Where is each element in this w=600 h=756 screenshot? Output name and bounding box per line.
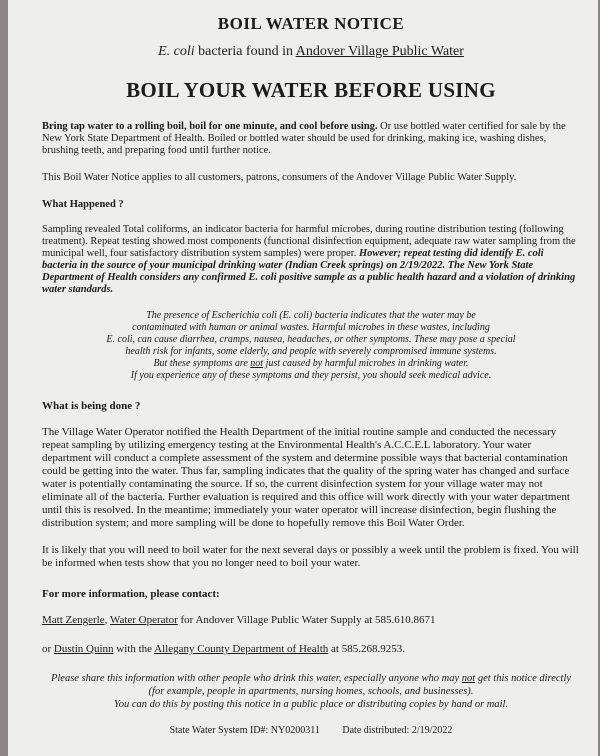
ecoli-info-not: not (250, 358, 264, 369)
intro-rest: Or use bottled water certified for sale by the New York State Department of Health. Boiled or bottled water should be used for drinking, making ice, washing dishes, brushing teeth, and preparing food until further notice. (42, 121, 566, 156)
share-text: Please share this information with other people who drink this water, especially anyone who may (50, 673, 460, 684)
likely-paragraph: It is likely that you will need to boil water for the next several days or possibly a week until the problem is fixed. You will be informed when tests show that you no longer need to boil your water. (42, 544, 579, 569)
notice-subtitle (42, 44, 580, 60)
applies-paragraph: This Boil Water Notice applies to all customers, patrons, consumers of the Andover Village Public Water Supply. (42, 172, 517, 183)
subtitle-ecoli: E. coli (158, 44, 195, 59)
operator-text: for Andover Village Public Water Supply at 585.610.8671 (180, 614, 436, 626)
notice-headline: BOIL YOUR WATER BEFORE USING (126, 78, 496, 102)
intro-paragraph (42, 121, 580, 157)
system-id: State Water System ID#: NY0200311 (169, 725, 320, 736)
subtitle-text: bacteria found in (198, 44, 293, 59)
contact-operator: Matt Zengerle, Water Operator for Andover Village Public Water Supply at 585.610.8671 (42, 614, 436, 626)
share-text: get this notice directly (for example, people in apartments, nursing homes, schools, and businesses). (148, 673, 572, 697)
ecoli-info-text: But these symptoms are (153, 358, 248, 369)
health-contact-name: Dustin Quinn (53, 643, 114, 655)
intro-bold: Bring tap water to a rolling boil, boil for one minute, and cool before using. (42, 121, 378, 132)
notice-page (8, 0, 598, 756)
contact-health-dept (42, 643, 580, 656)
what-happened-bold: However; repeat testing did identify E. coli bacteria in the source of your municipal drinking water (Indian Creek springs) on 2/19/2022. The New York State Department of Health considers any confirmed E. coli positive sample as a public health hazard and a violation of drinking water standards. (42, 248, 576, 295)
ecoli-info-text: just caused by harmful microbes in drinking water. (265, 358, 469, 369)
what-doing-heading: What is being done ? (42, 400, 141, 412)
ecoli-info-line: contaminated with human or animal wastes. Harmful microbes in these wastes, including (132, 322, 490, 333)
ecoli-info-line: If you experience any of these symptoms and they persist, you should seek medical advice. (130, 370, 492, 381)
subtitle-water-supply: Andover Village Public Water (295, 44, 464, 59)
what-happened-paragraph (42, 224, 580, 296)
ecoli-info-line (42, 358, 580, 370)
date-distributed: Date distributed: 2/19/2022 (342, 725, 453, 736)
ecoli-info-line: E. coli, can cause diarrhea, cramps, nausea, headaches, or other symptoms. These may pose a special (106, 334, 516, 345)
ecoli-info-line: The presence of Escherichia coli (E. coli) bacteria indicates that the water may be (146, 310, 476, 321)
share-text: You can do this by posting this notice in a public place or distributing copies by hand or mail. (113, 699, 509, 710)
what-happened-text: Sampling revealed Total coliforms, an indicator bacteria for harmful microbes, during routine distribution testing (following treatment). Repeat testing showed most components (functional disinfection equipment, adequate raw water sampling from the municipal well, four satisfactory distribution system samples) were proper. (42, 224, 576, 259)
health-dept-name: Allegany County Department of Health (154, 643, 329, 655)
what-happened-heading: What Happened ? (42, 199, 124, 210)
ecoli-info-line: health risk for infants, some elderly, and people with severely compromised immune systems. (125, 346, 497, 357)
contact-or: or (42, 643, 52, 655)
notice-title: BOIL WATER NOTICE (217, 14, 405, 33)
notice-footer (42, 725, 580, 736)
operator-name: Matt Zengerle (42, 614, 105, 626)
share-not: not (461, 673, 476, 684)
ecoli-info-block (42, 310, 580, 382)
contact-with: with the (116, 643, 153, 655)
operator-role: Water Operator (109, 614, 178, 626)
health-dept-phone: at 585.268.9253. (331, 643, 405, 655)
contact-heading: For more information, please contact: (42, 588, 220, 600)
what-doing-paragraph: The Village Water Operator notified the Health Department of the initial routine sample and conducted the necessary repeat sampling by utilizing emergency testing at the Environmental Health's A.C.C.E.L laboratory. Your water department will conduct a complete assessment of the system and determine possible ways that bacterial contamination could be getting into the water. Thus far, sampling indicates that the quality of the spring water has changed and surface water is potentially contaminating the source. If so, the current disinfection system for your village water may not eliminate all of the bacteria. Further evaluation is required and this office will work directly with your water department until this is resolved. In the meantime; immediately your water operator will increase disinfection, begin flushing the distribution system; and more sampling will be done to hopefully remove this Boil Water Order. (42, 426, 570, 529)
share-paragraph (42, 672, 580, 711)
